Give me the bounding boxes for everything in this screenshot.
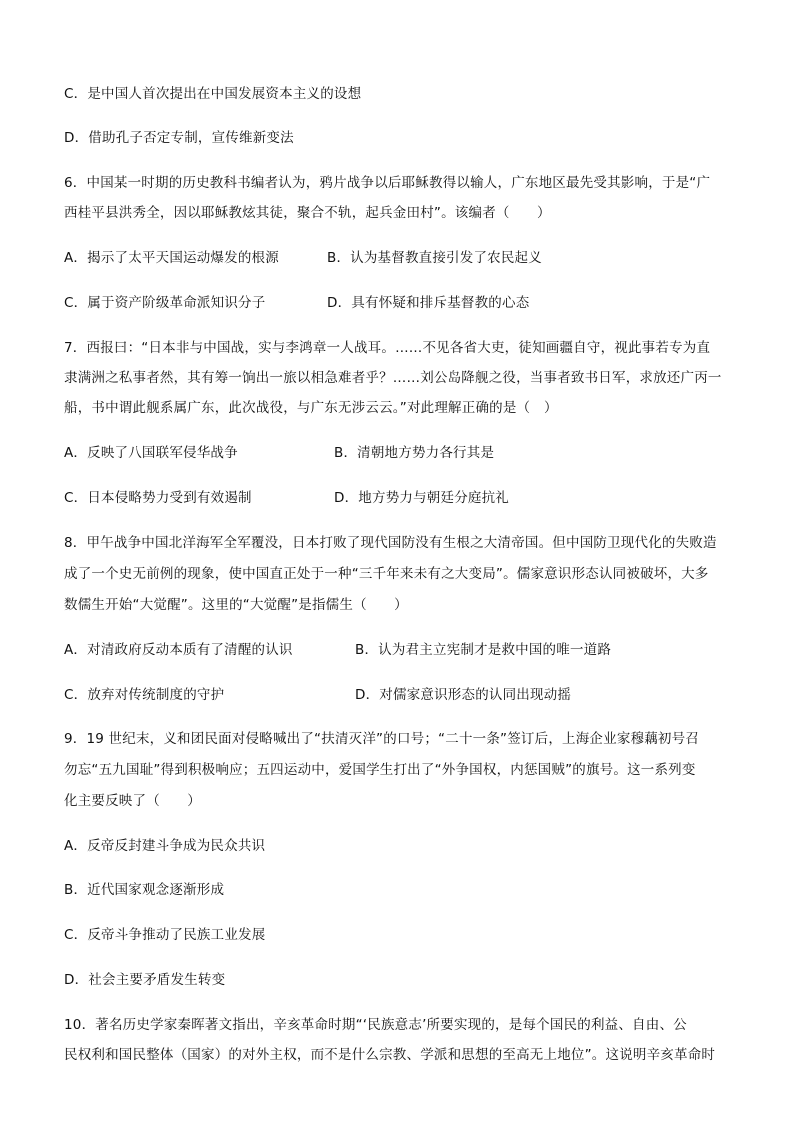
q8-option-a: A．对清政府反动本质有了清醒的认识 (64, 642, 293, 658)
q9-option-d: D．社会主要矛盾发生转变 (64, 972, 226, 988)
q7-option-d: D．地方势力与朝廷分庭抗礼 (334, 490, 509, 506)
q7-stem-line1: 7．西报曰：“日本非与中国战，实与李鸿章一人战耳。……不见各省大吏，徒知画疆自守，视此事若专为直 (64, 340, 711, 356)
q5-option-d: D．借助孔子否定专制，宣传维新变法 (64, 130, 294, 146)
q9-stem-line1: 9．19 世纪末，义和团民面对侵略喊出了“扶清灭洋”的口号；“二十一条”签订后，上海企业家穆藕初号召 (64, 731, 700, 747)
q10-stem-line2: 民权利和国民整体（国家）的对外主权，而不是什么宗教、学派和思想的至高无上地位”。这说明辛亥革命时 (64, 1047, 716, 1063)
q9-stem-line3: 化主要反映了（ ） (64, 793, 201, 809)
q6-option-a: A．揭示了太平天国运动爆发的根源 (64, 250, 279, 266)
q6-option-c: C．属于资产阶级革命派知识分子 (64, 295, 266, 311)
q6-option-b: B．认为基督教直接引发了农民起义 (327, 250, 542, 266)
q9-option-b: B．近代国家观念逐渐形成 (64, 882, 225, 898)
q7-option-a: A．反映了八国联军侵华战争 (64, 445, 238, 461)
q6-stem-line1: 6．中国某一时期的历史教科书编者认为，鸦片战争以后耶稣教得以输人，广东地区最先受其影响，于是“广 (64, 175, 711, 191)
q6-option-d: D．具有怀疑和排斥基督教的心态 (327, 295, 530, 311)
q7-option-c: C．日本侵略势力受到有效遏制 (64, 490, 252, 506)
q10-stem-line1: 10．著名历史学家秦晖著文指出，辛亥革命时期“‘民族意志’所要实现的，是每个国民的利益、自由、公 (64, 1017, 687, 1033)
q6-stem-line2: 西桂平县洪秀全，因以耶稣教炫其徒，聚合不轨，起兵金田村”。该编者（ ） (64, 205, 551, 221)
q7-stem-line3: 船，书中谓此舰系属广东，此次战役，与广东无涉云云。”对此理解正确的是（ ） (64, 400, 558, 416)
q5-option-c: C．是中国人首次提出在中国发展资本主义的设想 (64, 86, 362, 102)
q9-option-c: C．反帝斗争推动了民族工业发展 (64, 927, 266, 943)
q8-option-c: C．放弃对传统制度的守护 (64, 687, 225, 703)
q8-stem-line1: 8．甲午战争中国北洋海军全军覆没，日本打败了现代国防没有生根之大清帝国。但中国防卫现代化的失败造 (64, 535, 717, 551)
q8-option-b: B．认为君主立宪制才是救中国的唯一道路 (355, 642, 612, 658)
q9-stem-line2: 勿忘“五九国耻”得到积极响应；五四运动中，爱国学生打出了“外争国权，内惩国贼”的旗号。这一系列变 (64, 762, 696, 778)
q7-stem-line2: 隶满洲之私事者然，其有筹一饷出一旅以相急难者乎？……刘公岛降舰之役，当事者致书日军，求放还广丙一 (64, 370, 722, 386)
q9-option-a: A．反帝反封建斗争成为民众共识 (64, 838, 266, 854)
q8-stem-line3: 数儒生开始“大觉醒”。这里的“大觉醒”是指儒生（ ） (64, 597, 408, 613)
q8-stem-line2: 成了一个史无前例的现象，使中国直正处于一种“三千年来未有之大变局”。儒家意识形态认同被破坏，大多 (64, 566, 709, 582)
q8-option-d: D．对儒家意识形态的认同出现动摇 (355, 687, 572, 703)
q7-option-b: B．清朝地方势力各行其是 (334, 445, 495, 461)
